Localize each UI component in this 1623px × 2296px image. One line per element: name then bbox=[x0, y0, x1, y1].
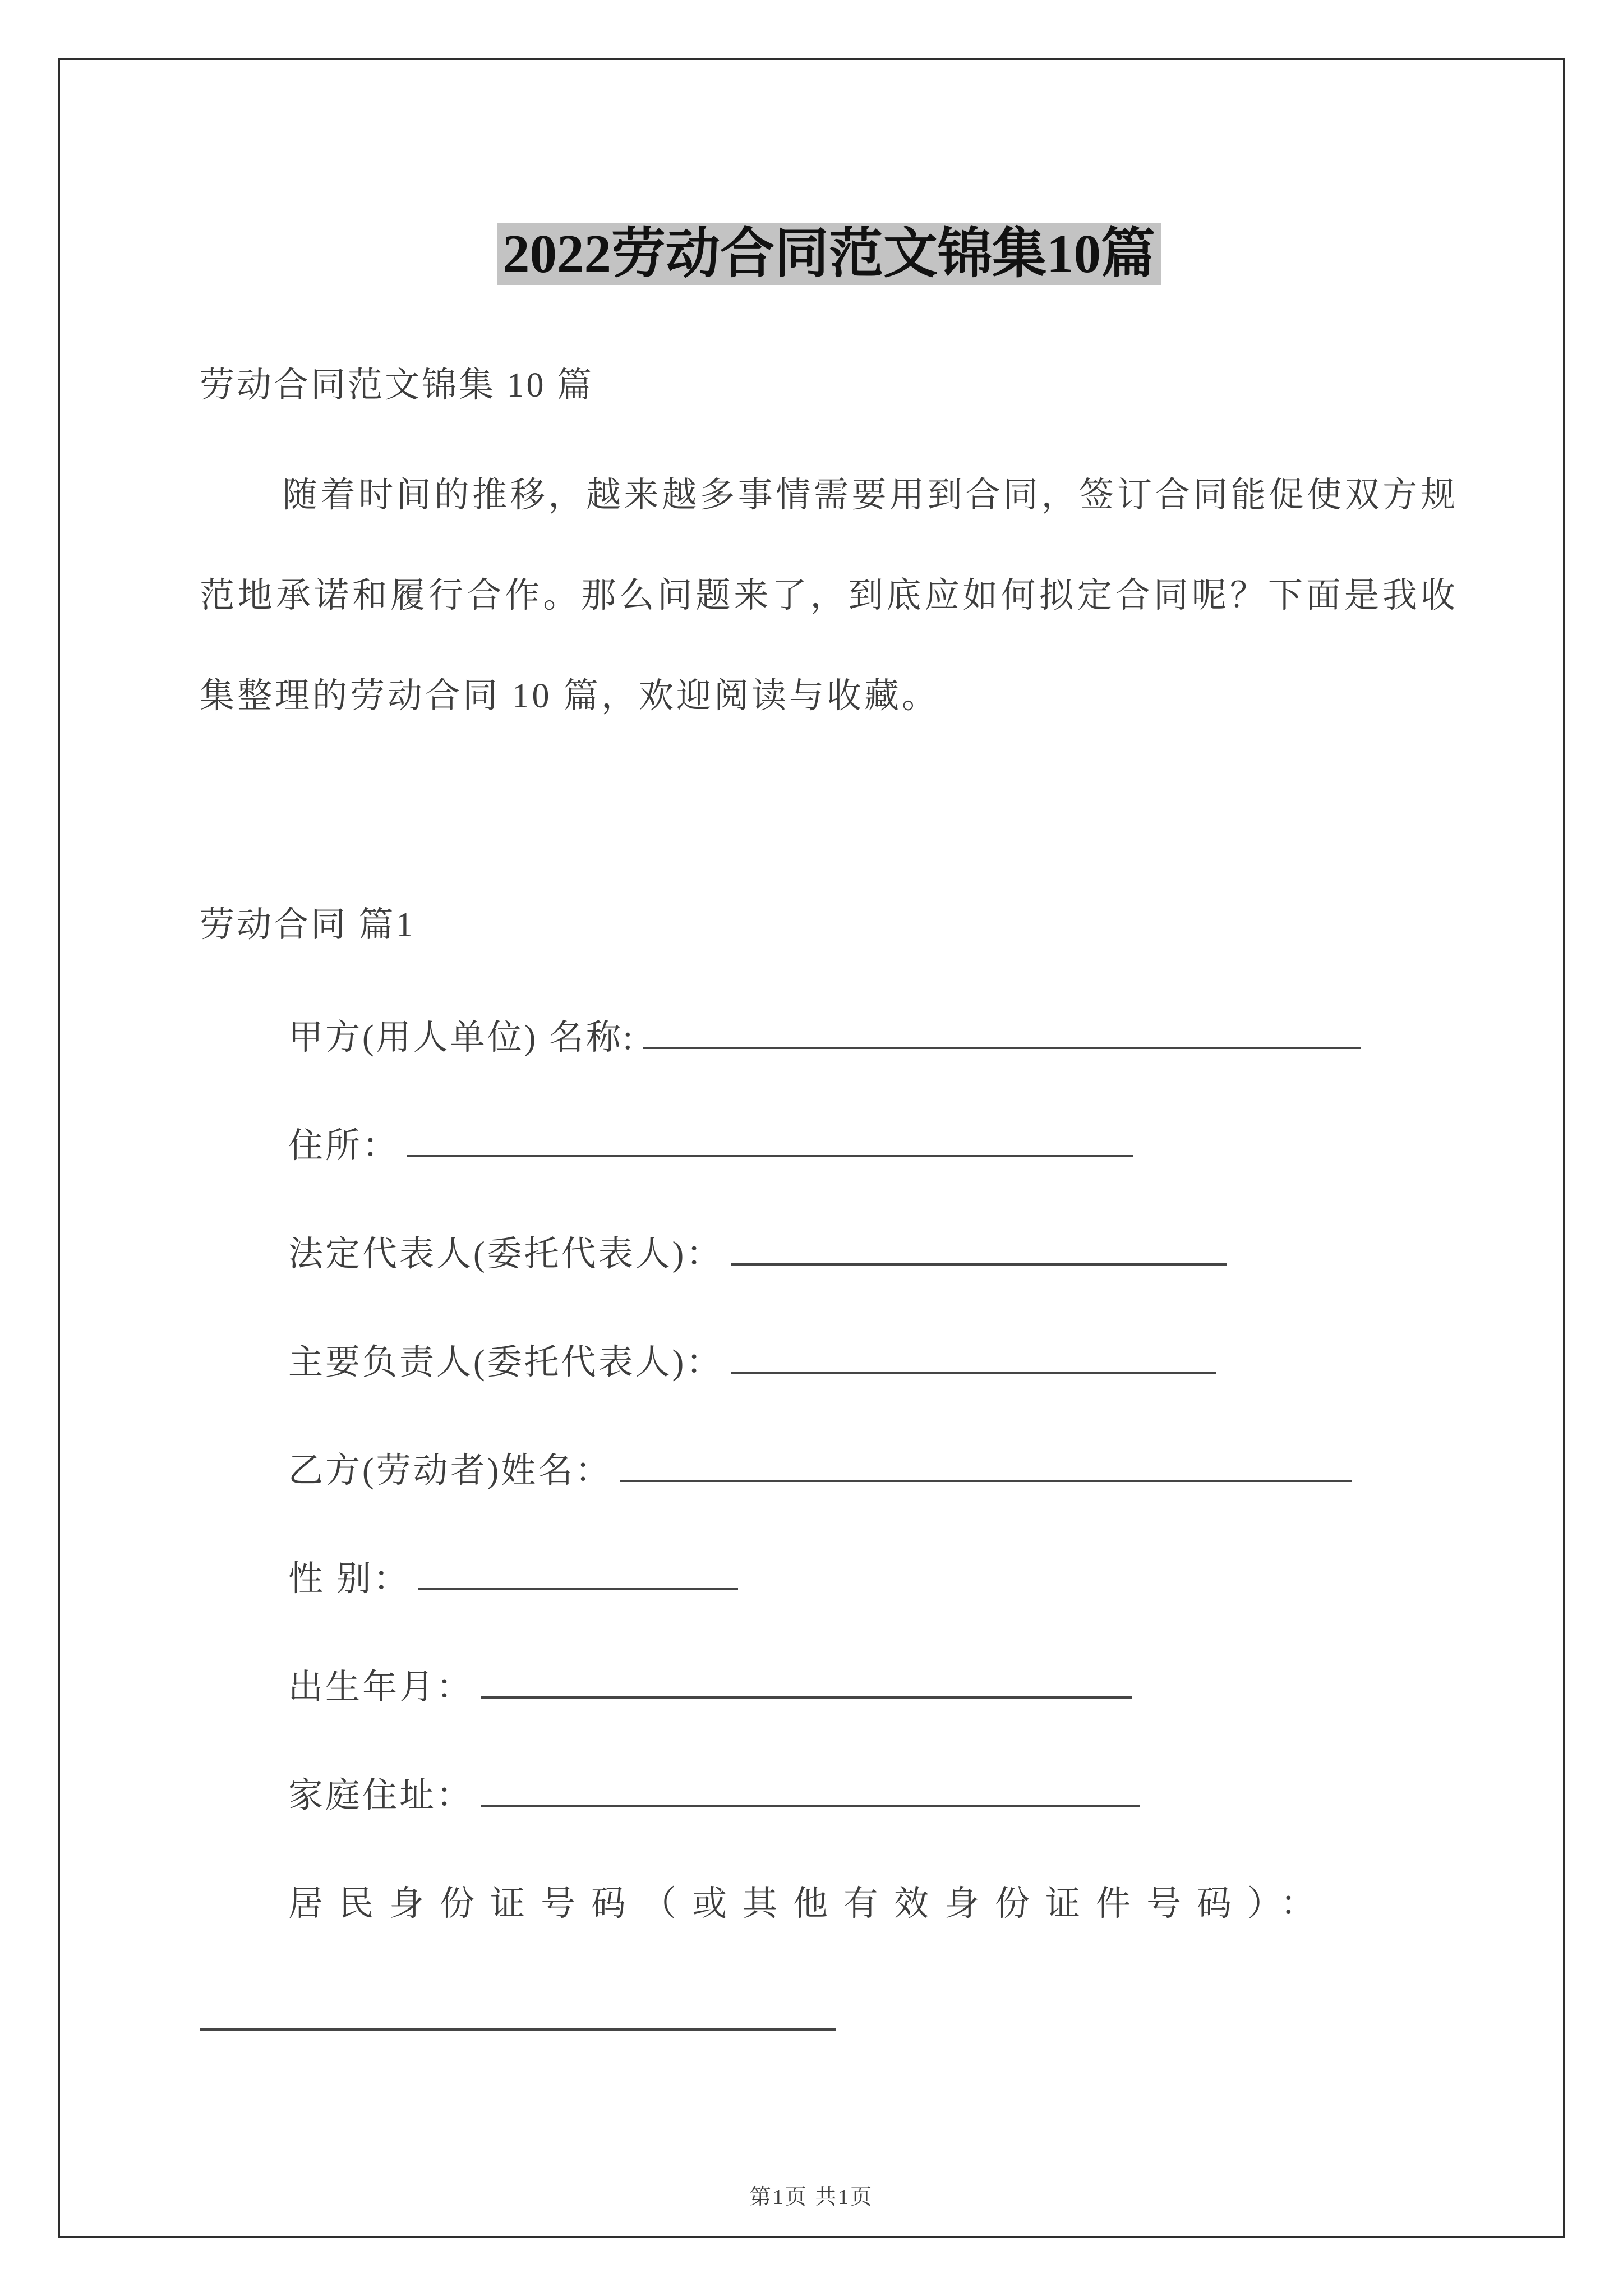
field-line-legal-representative bbox=[200, 1232, 1458, 1275]
field-label: 出生年月： bbox=[288, 1668, 474, 1706]
blank-underline bbox=[620, 1448, 1352, 1482]
document-title-text: 2022劳动合同范文锦集10篇 bbox=[497, 223, 1161, 285]
document-subtitle: 劳动合同范文锦集 10 篇 bbox=[200, 366, 594, 404]
field-label: 乙方(劳动者)姓名： bbox=[288, 1452, 612, 1490]
section-heading: 劳动合同 篇1 bbox=[200, 906, 416, 944]
blank-underline bbox=[407, 1124, 1133, 1157]
field-line-birth-date bbox=[200, 1665, 1458, 1708]
field-line-id-number: 居民身份证号码（或其他有效身份证件号码）： bbox=[288, 1885, 1331, 1923]
blank-underline bbox=[731, 1232, 1227, 1266]
blank-underline bbox=[418, 1557, 738, 1590]
blank-underline bbox=[481, 1665, 1132, 1699]
field-label: 主要负责人(委托代表人)： bbox=[288, 1343, 723, 1382]
field-label: 家庭住址： bbox=[288, 1777, 474, 1815]
blank-underline bbox=[731, 1340, 1216, 1374]
field-line-party-a-name bbox=[200, 1015, 1458, 1059]
field-label: 性 别： bbox=[288, 1560, 411, 1598]
blank-underline bbox=[643, 1015, 1361, 1049]
blank-underline bbox=[481, 1773, 1140, 1807]
document-title bbox=[200, 222, 1458, 287]
field-line-party-b-name bbox=[200, 1448, 1458, 1492]
id-number-blank-line bbox=[200, 1997, 1458, 2040]
page-footer: 第1页 共1页 bbox=[749, 2185, 874, 2209]
field-line-principal bbox=[200, 1340, 1458, 1383]
field-label: 法定代表人(委托代表人)： bbox=[288, 1235, 723, 1273]
field-line-home-address bbox=[200, 1773, 1458, 1816]
field-line-address bbox=[200, 1124, 1458, 1167]
blank-underline bbox=[200, 1997, 836, 2031]
field-line-gender bbox=[200, 1557, 1458, 1600]
field-label: 甲方(用人单位) 名称: bbox=[288, 1019, 635, 1057]
intro-paragraph: 随着时间的推移，越来越多事情需要用到合同，签订合同能促使双方规范地承诺和履行合作。那么问题来了，到底应如何拟定合同呢？下面是我收集整理的劳动合同 10 篇，欢迎阅读与收藏。 bbox=[200, 476, 1458, 715]
document-content bbox=[200, 0, 1458, 2040]
field-label: 住所： bbox=[288, 1127, 400, 1165]
